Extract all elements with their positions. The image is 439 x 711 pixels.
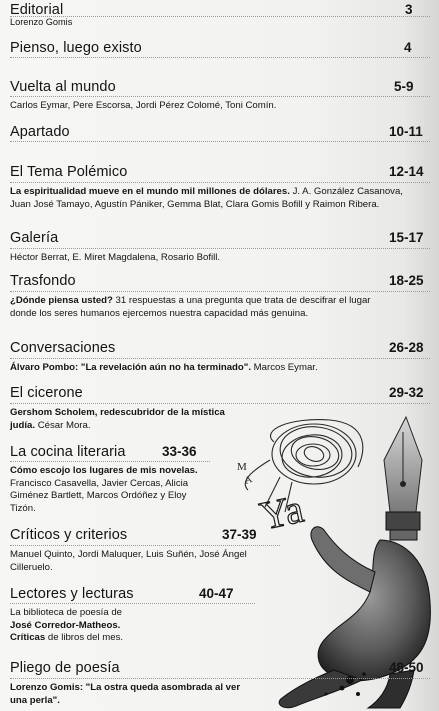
entry-description <box>10 252 430 265</box>
bold-text: Cómo escojo los lugares de mis novelas. <box>10 465 198 476</box>
bold-text: ¿Dónde piensa usted? <box>10 295 113 306</box>
entry-page-number[interactable]: 15-17 <box>389 230 424 245</box>
entry-title[interactable]: Pienso, luego existo <box>10 40 142 56</box>
entry-description <box>10 607 230 645</box>
plain-text: Héctor Berrat, E. Miret Magdalena, Rosario Bofill. <box>10 252 221 263</box>
figure-legs <box>279 670 362 708</box>
entry-description <box>10 362 430 375</box>
entry-description <box>10 407 250 432</box>
dotted-rule <box>10 16 430 17</box>
entry-title[interactable]: Galería <box>10 230 59 246</box>
entry-page-number[interactable]: 48-50 <box>389 660 424 675</box>
dotted-rule <box>10 291 430 292</box>
entry-title[interactable]: La cocina literaria <box>10 444 126 460</box>
plain-text: donde los seres humanos ejercemos nuestra capacidad más genuina. <box>10 307 309 319</box>
description-line <box>10 620 230 633</box>
entry-title[interactable]: Vuelta al mundo <box>10 79 116 95</box>
description-line <box>10 549 310 562</box>
entry-page-number[interactable]: 4 <box>404 40 412 55</box>
small-letter-a: A <box>243 474 254 487</box>
bold-text: Gershom Scholem, redescubridor de la mística <box>10 407 225 418</box>
entry-page-number[interactable]: 26-28 <box>389 340 424 355</box>
description-line <box>10 407 250 420</box>
plain-text: Lorenzo Gomis <box>10 17 73 27</box>
entry-page-number[interactable]: 12-14 <box>389 164 424 179</box>
plain-text: J. A. González Casanova, <box>289 186 403 197</box>
plain-text: Carlos Eymar, Pere Escorsa, Jordi Pérez Colomé, Toni Comín. <box>10 100 277 111</box>
entry-description <box>10 465 225 515</box>
entry-description <box>10 186 430 211</box>
bold-text: una perla". <box>10 694 60 706</box>
plain-text: 31 respuestas a una pregunta que trata de descifrar el lugar <box>112 295 371 306</box>
bold-text: José Corredor-Matheos. <box>10 619 121 631</box>
entry-page-number[interactable]: 3 <box>405 2 413 17</box>
dotted-rule <box>10 96 430 97</box>
entry-page-number[interactable]: 10-11 <box>389 124 423 139</box>
plain-text: Tizón. <box>10 502 36 514</box>
entry-description <box>10 100 430 113</box>
plain-text: Cilleruelo. <box>10 561 53 573</box>
bold-text: La espiritualidad mueve en el mundo mil millones de dólares. <box>10 186 290 197</box>
plain-text: de libros del mes. <box>45 632 124 643</box>
description-line <box>10 199 430 212</box>
description-line <box>10 465 225 478</box>
dotted-rule <box>10 461 210 462</box>
entry-title[interactable]: Editorial <box>10 2 64 18</box>
entry-title[interactable]: Lectores y lecturas <box>10 586 134 602</box>
dotted-rule <box>10 545 280 546</box>
plain-text: Giménez Bartlett, Marcos Ordóñez y Eloy <box>10 490 187 501</box>
dotted-rule <box>10 182 430 183</box>
plain-text: César Mora. <box>35 419 91 431</box>
bold-text: Lorenzo Gomis: "La ostra queda asombrada al ver <box>10 682 241 693</box>
description-line <box>10 186 430 199</box>
description-line <box>10 503 225 516</box>
description-line <box>10 478 225 491</box>
dotted-rule <box>10 358 430 359</box>
description-line <box>10 490 225 503</box>
description-line <box>10 308 430 321</box>
big-letters: Ya <box>256 485 308 539</box>
description-line <box>10 632 230 645</box>
entry-description <box>10 682 250 707</box>
description-line <box>10 362 430 375</box>
small-letter-m: M <box>237 461 247 473</box>
description-line <box>10 695 250 708</box>
dotted-rule <box>10 57 430 58</box>
entry-title[interactable]: Pliego de poesía <box>10 660 120 676</box>
plain-text: Juan José Tamayo, Agustín Pániker, Gemma Blat, Clara Gomis Bofill y Raimon Ribera. <box>10 198 380 210</box>
description-line <box>10 562 310 575</box>
entry-page-number[interactable]: 40-47 <box>199 586 234 601</box>
description-line <box>10 682 250 695</box>
plain-text: La biblioteca de poesía de <box>10 607 123 618</box>
dotted-rule <box>10 248 430 249</box>
entry-description <box>10 549 310 574</box>
entry-title[interactable]: Apartado <box>10 124 70 140</box>
description-line <box>10 252 430 265</box>
description-line <box>10 420 250 433</box>
pen-nib-icon <box>384 417 422 540</box>
plain-text: Manuel Quinto, Jordi Maluquer, Luis Suñén, José Ángel <box>10 549 247 560</box>
description-line <box>10 100 430 113</box>
description-line <box>10 295 430 308</box>
plain-text: Francisco Casavella, Javier Cercas, Alicia <box>10 477 189 489</box>
dotted-rule <box>10 678 430 679</box>
entry-description <box>10 295 430 320</box>
entry-title[interactable]: Conversaciones <box>10 340 116 356</box>
description-line <box>10 17 72 28</box>
entry-page-number[interactable]: 37-39 <box>222 527 257 542</box>
entry-page-number[interactable]: 29-32 <box>389 385 424 400</box>
dotted-rule <box>10 603 255 604</box>
plain-text: Marcos Eymar. <box>251 362 318 373</box>
entry-page-number[interactable]: 5-9 <box>394 79 414 94</box>
figure-arm <box>311 527 375 592</box>
entry-description <box>10 17 72 28</box>
entry-title[interactable]: Críticos y criterios <box>10 527 128 543</box>
description-line <box>10 607 230 620</box>
entry-page-number[interactable]: 18-25 <box>389 273 424 288</box>
entry-page-number[interactable]: 33-36 <box>162 444 197 459</box>
entry-title[interactable]: El Tema Polémico <box>10 164 128 180</box>
dotted-rule <box>10 403 430 404</box>
bold-text: Álvaro Pombo: "La revelación aún no ha terminado". <box>10 362 251 373</box>
dotted-rule <box>10 141 430 142</box>
bold-text: Críticas <box>10 632 46 643</box>
entry-title[interactable]: Trasfondo <box>10 273 76 289</box>
entry-title[interactable]: El cicerone <box>10 385 83 401</box>
bold-text: judía. <box>10 419 36 431</box>
